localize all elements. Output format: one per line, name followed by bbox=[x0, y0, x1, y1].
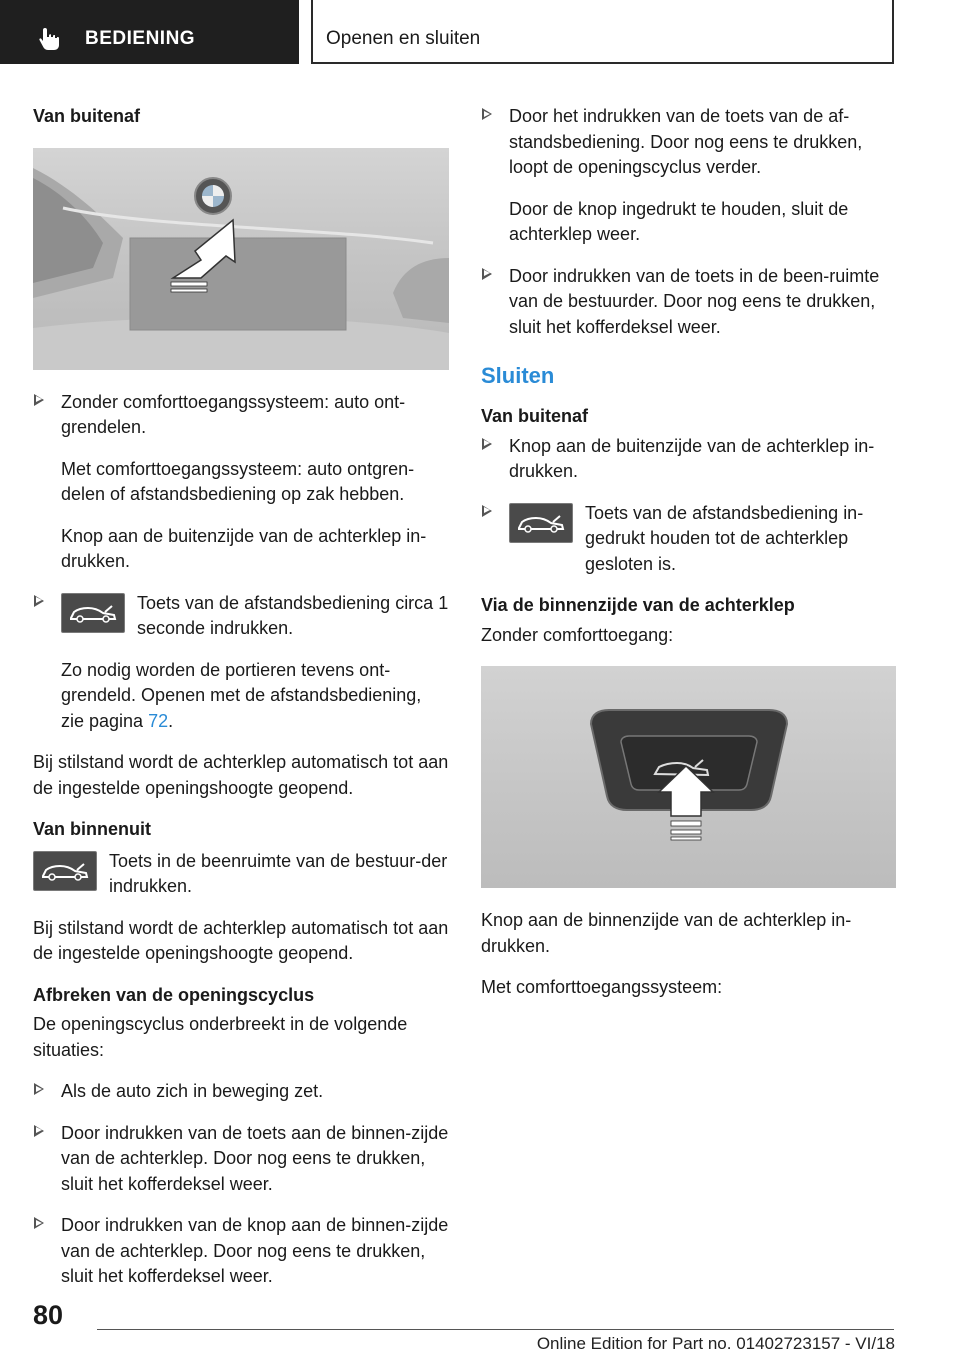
list-item bbox=[481, 264, 896, 341]
bullet-triangle-icon bbox=[482, 108, 492, 120]
bullet-triangle-icon bbox=[34, 1125, 44, 1137]
bullet-triangle-icon bbox=[34, 1217, 44, 1229]
list-item bbox=[481, 501, 896, 578]
bullet-triangle-icon bbox=[34, 1083, 44, 1095]
list-item-text: Door de knop ingedrukt te houden, sluit de achterklep weer. bbox=[509, 198, 849, 244]
list-item-text: Met comforttoegangssysteem: auto ontgren-delen of afstandsbediening op zak hebben. bbox=[61, 458, 415, 504]
bullet-triangle-icon bbox=[34, 394, 44, 406]
page-link[interactable]: 72 bbox=[148, 710, 169, 731]
paragraph: Bij stilstand wordt de achterklep automatisch tot aan de ingestelde openingshoogte geopend. bbox=[33, 917, 449, 963]
list-item-text: Door indrukken van de toets aan de binnen-zijde van de achterklep. Door nog eens te drukken, sluit het kofferdeksel weer. bbox=[61, 1122, 449, 1194]
bullet-triangle-icon bbox=[482, 438, 492, 450]
heading-van-binnenuit: Van binnenuit bbox=[33, 819, 152, 839]
section-tab bbox=[0, 0, 299, 64]
list-item bbox=[33, 1079, 449, 1105]
trunk-key-icon bbox=[61, 593, 125, 633]
chapter-title: Openen en sluiten bbox=[326, 28, 481, 49]
edition-text: Online Edition for Part no. 01402723157 - VI/18 bbox=[536, 1334, 895, 1353]
bullet-triangle-icon bbox=[34, 595, 44, 607]
trunk-button-image bbox=[481, 666, 896, 888]
list-item bbox=[481, 104, 896, 248]
hand-pointer-icon bbox=[36, 26, 62, 52]
chapter-header bbox=[311, 0, 894, 64]
right-column bbox=[481, 104, 896, 1017]
paragraph: Zonder comforttoegang: bbox=[481, 624, 674, 645]
list-item-text: Toets van de afstandsbediening in-gedrukt houden tot de achterklep gesloten is. bbox=[585, 502, 864, 574]
list-item-text: Door indrukken van de knop aan de binnen-zijde van de achterklep. Door nog eens te drukken, sluit het kofferdeksel weer. bbox=[61, 1215, 449, 1286]
paragraph: Bij stilstand wordt de achterklep automatisch tot aan de ingestelde openingshoogte geopend. bbox=[33, 752, 449, 798]
list-item: Toets van de afstandsbediening circa 1 seconde indrukken. Zo nodig worden de portieren tevens ont-grendeld. Openen met de afstandsbediening, zie pagina 72. bbox=[33, 591, 449, 735]
list-item-text: Als de auto zich in beweging zet. bbox=[61, 1081, 324, 1101]
list-item-text: Zo nodig worden de portieren tevens ont-grendeld. Openen met de afstandsbediening, zie pagina bbox=[61, 659, 422, 731]
list-item-text: Toets van de afstandsbediening circa 1 seconde indrukken. bbox=[137, 592, 449, 638]
trunk-key-icon bbox=[33, 851, 97, 891]
page-number: 80 bbox=[33, 1300, 64, 1330]
left-column bbox=[33, 104, 449, 1306]
heading-via-binnenzijde: Via de binnenzijde van de achterklep bbox=[481, 595, 795, 615]
list-item-text: Zonder comforttoegangssysteem: auto ont-grendelen. bbox=[61, 391, 406, 437]
paragraph: Toets in de beenruimte van de bestuur-der indrukken. bbox=[109, 850, 448, 896]
bullet-triangle-icon bbox=[482, 505, 492, 517]
heading-van-buitenaf: Van buitenaf bbox=[33, 106, 141, 126]
list-item bbox=[33, 1213, 449, 1290]
paragraph: De openingscyclus onderbreekt in de volgende situaties: bbox=[33, 1014, 408, 1060]
list-item bbox=[481, 434, 896, 485]
list-item-text: Knop aan de buitenzijde van de achterklep in-drukken. bbox=[509, 435, 875, 481]
bullet-triangle-icon bbox=[482, 268, 492, 280]
trunk-key-icon bbox=[509, 503, 573, 543]
paragraph: Knop aan de binnenzijde van de achterklep in-drukken. bbox=[481, 910, 852, 956]
heading-sluiten: Sluiten bbox=[481, 363, 555, 388]
list-item-text: Door het indrukken van de toets van de af-standsbediening. Door nog eens te drukken, loopt de openingscyclus verder. bbox=[509, 106, 863, 177]
list-item-text: Knop aan de buitenzijde van de achterklep in-drukken. bbox=[61, 525, 427, 571]
footer-divider bbox=[97, 1329, 894, 1330]
heading-van-buitenaf: Van buitenaf bbox=[481, 406, 589, 426]
car-rear-image bbox=[33, 148, 449, 370]
paragraph: Met comforttoegangssysteem: bbox=[481, 977, 723, 997]
list-item bbox=[33, 1121, 449, 1198]
list-item-text: Door indrukken van de toets in de been-ruimte van de bestuurder. Door nog eens te drukken, sluit het kofferdeksel weer. bbox=[509, 265, 880, 337]
section-label: BEDIENING bbox=[85, 28, 196, 49]
heading-afbreken: Afbreken van de openingscyclus bbox=[33, 984, 315, 1005]
list-item bbox=[33, 390, 449, 575]
